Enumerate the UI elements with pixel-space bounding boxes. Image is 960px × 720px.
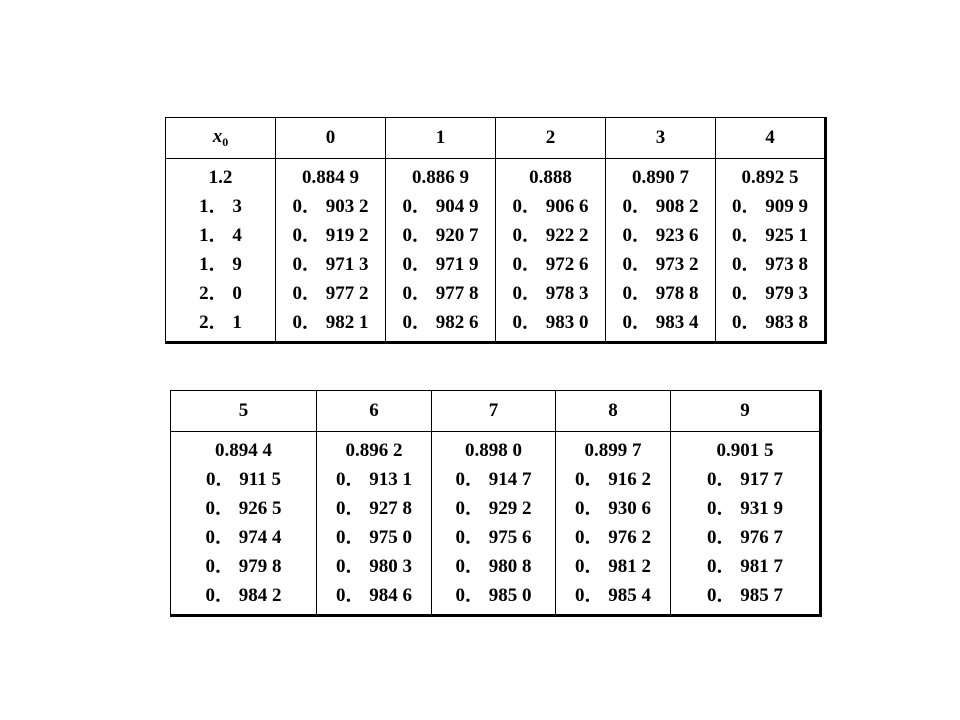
table-value: 0． 916 2 [574, 469, 651, 490]
table-value: 0.899 7 [584, 440, 642, 461]
value-column [716, 159, 826, 343]
header-sub: 0 [222, 135, 229, 149]
table-value: 0． 977 2 [292, 283, 369, 304]
table-value: 0． 976 7 [706, 527, 783, 548]
header-cell: 7 [432, 391, 556, 432]
table-bottom [170, 390, 822, 617]
table-value: 0． 927 8 [335, 498, 412, 519]
header-cell: 5 [171, 391, 317, 432]
table-value: 0.896 2 [345, 440, 403, 461]
table-value: 0． 931 9 [706, 498, 783, 519]
header-row [166, 118, 826, 159]
table-value: 0． 983 0 [512, 312, 589, 333]
table-value: 0． 913 1 [335, 469, 412, 490]
table-value: 0． 971 3 [292, 254, 369, 275]
table-value: 0． 984 6 [335, 585, 412, 606]
table-value: 0． 973 2 [622, 254, 699, 275]
header-cell: 1 [386, 118, 496, 159]
table-value: 0． 981 2 [574, 556, 651, 577]
table-value: 0． 979 8 [205, 556, 282, 577]
table-value: 0.890 7 [632, 167, 689, 188]
table-value: 0． 920 7 [402, 225, 479, 246]
table-value: 0.901 5 [716, 440, 774, 461]
value-column [671, 432, 821, 616]
x-value: 1． 4 [199, 225, 242, 246]
table-value: 0． 908 2 [622, 196, 699, 217]
table-value: 0． 909 9 [731, 196, 808, 217]
table-value: 0.884 9 [302, 167, 359, 188]
table-value: 0． 974 4 [205, 527, 282, 548]
table-value: 0． 978 3 [512, 283, 589, 304]
header-cell-x0 [166, 118, 276, 159]
value-column [171, 432, 317, 616]
header-cell: 9 [671, 391, 821, 432]
header-cell: 2 [496, 118, 606, 159]
table-value: 0． 925 1 [731, 225, 808, 246]
table-value: 0． 982 1 [292, 312, 369, 333]
table-value: 0． 976 2 [574, 527, 651, 548]
table-value: 0． 971 9 [402, 254, 479, 275]
table-value: 0.886 9 [412, 167, 469, 188]
table-value: 0． 926 5 [205, 498, 282, 519]
table-top [165, 117, 827, 344]
table-value: 0． 982 6 [402, 312, 479, 333]
table-value: 0． 923 6 [622, 225, 699, 246]
value-column [276, 159, 386, 343]
table-value: 0． 917 7 [706, 469, 783, 490]
table-value: 0.892 5 [741, 167, 799, 188]
table-value: 0． 929 2 [455, 498, 532, 519]
header-cell: 6 [317, 391, 432, 432]
data-row [166, 159, 826, 343]
table-value: 0． 983 8 [731, 312, 808, 333]
table-value: 0． 922 2 [512, 225, 589, 246]
header-cell: 8 [556, 391, 671, 432]
x-value: 1.2 [208, 167, 233, 188]
table-value: 0． 930 6 [574, 498, 651, 519]
header-row [171, 391, 821, 432]
table-value: 0． 975 0 [335, 527, 412, 548]
table-value: 0.898 0 [465, 440, 522, 461]
table-value: 0． 979 3 [731, 283, 808, 304]
header-cell: 0 [276, 118, 386, 159]
value-column [556, 432, 671, 616]
table-value: 0． 911 5 [206, 469, 281, 490]
table-value: 0． 972 6 [512, 254, 589, 275]
table-value: 0． 984 2 [205, 585, 282, 606]
x-value: 1． 9 [199, 254, 242, 275]
table-value: 0． 981 7 [706, 556, 783, 577]
table-value: 0． 973 8 [731, 254, 808, 275]
table-value: 0． 914 7 [455, 469, 532, 490]
table-value: 0． 977 8 [402, 283, 479, 304]
table-value: 0． 985 4 [574, 585, 651, 606]
value-column [496, 159, 606, 343]
value-column [317, 432, 432, 616]
header-var: x [212, 126, 223, 147]
table-value: 0． 985 0 [455, 585, 532, 606]
header-cell: 4 [716, 118, 826, 159]
table-value: 0.888 [529, 167, 572, 188]
table-value: 0． 978 8 [622, 283, 699, 304]
table-value: 0． 906 6 [512, 196, 589, 217]
table-value: 0． 985 7 [706, 585, 783, 606]
table-value: 0． 904 9 [402, 196, 479, 217]
value-column [606, 159, 716, 343]
table-value: 0． 980 3 [335, 556, 412, 577]
table-value: 0.894 4 [215, 440, 272, 461]
value-column [386, 159, 496, 343]
data-row [171, 432, 821, 616]
value-column [432, 432, 556, 616]
table-value: 0． 919 2 [292, 225, 369, 246]
header-cell: 3 [606, 118, 716, 159]
x-value: 2． 0 [199, 283, 242, 304]
table-value: 0． 903 2 [292, 196, 369, 217]
x-values-column [166, 159, 276, 343]
x-value: 2． 1 [199, 312, 242, 333]
table-value: 0． 983 4 [622, 312, 699, 333]
table-value: 0． 975 6 [455, 527, 532, 548]
x-value: 1． 3 [199, 196, 242, 217]
table-value: 0． 980 8 [455, 556, 532, 577]
